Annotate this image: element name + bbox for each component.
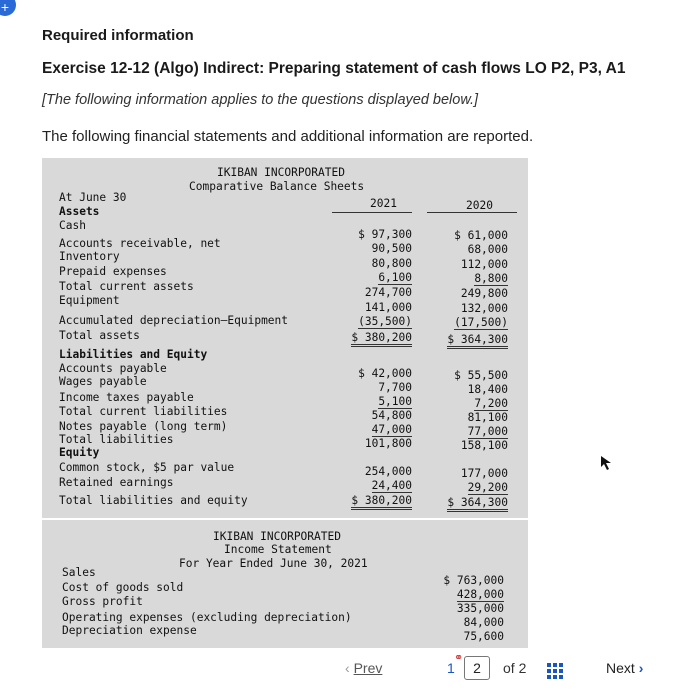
bs-value-2020: 7,200 — [474, 397, 508, 410]
bs-value-2021: 90,500 — [371, 242, 412, 255]
is-period: For Year Ended June 30, 2021 — [179, 557, 368, 570]
bs-value-2021: 254,000 — [364, 465, 412, 478]
bs-row-label: Accumulated depreciation—Equipment — [59, 314, 289, 327]
bs-value-2020: 112,000 — [460, 258, 508, 271]
bs-row-label: Total liabilities and equity — [59, 494, 248, 507]
page-1-button[interactable]: 1 — [447, 660, 455, 676]
is-value: $ 763,000 — [443, 574, 504, 587]
bs-value-2020: 81,100 — [467, 411, 508, 424]
bs-row-label: Cash — [59, 219, 86, 232]
balance-sheet-image — [42, 158, 528, 518]
bs-row-label: Total current liabilities — [59, 405, 228, 418]
bs-value-2020: 18,400 — [467, 383, 508, 396]
prev-button[interactable] — [345, 660, 382, 676]
bs-row-label: Equipment — [59, 294, 120, 307]
is-row-label: Sales — [62, 566, 96, 579]
bs-value-2020: 132,000 — [460, 302, 508, 315]
bs-row-label: Accounts payable — [59, 362, 167, 375]
bs-value-2021: 54,800 — [371, 409, 412, 422]
bs-value-2020: 158,100 — [460, 439, 508, 452]
is-row-label: Cost of goods sold — [62, 581, 184, 594]
bs-date-label: At June 30 — [59, 191, 127, 204]
bs-value-2021: 80,800 — [371, 257, 412, 270]
bs-row-label: Notes payable (long term) — [59, 420, 228, 433]
bs-value-2021: $ 97,300 — [358, 228, 412, 241]
bs-value-2021: 24,400 — [371, 479, 412, 492]
is-company: IKIBAN INCORPORATED — [213, 530, 341, 543]
bs-value-2020: $ 61,000 — [454, 229, 508, 242]
next-button[interactable] — [606, 660, 643, 676]
bs-row-label: Accounts receivable, net — [59, 237, 221, 250]
bs-col-2021: 2021 — [370, 197, 397, 210]
required-information-heading: Required information — [42, 27, 194, 44]
bs-row-label: Retained earnings — [59, 476, 174, 489]
is-row-label: Depreciation expense — [62, 624, 197, 637]
bs-value-2021: 47,000 — [371, 423, 412, 436]
bs-value-2020: (17,500) — [454, 316, 508, 329]
is-value: 84,000 — [463, 616, 504, 629]
bs-value-2020: 177,000 — [460, 467, 508, 480]
bs-assets-heading: Assets — [59, 205, 100, 218]
grid-icon[interactable] — [547, 663, 563, 679]
bs-value-2021: 6,100 — [378, 271, 412, 284]
bs-value-2020: 8,800 — [474, 272, 508, 285]
bs-value-2021: 274,700 — [364, 286, 412, 299]
bs-value-2021: 5,100 — [378, 395, 412, 408]
bs-value-2021: (35,500) — [358, 315, 412, 328]
bs-row-label: Total liabilities — [59, 433, 174, 446]
is-row-label: Operating expenses (excluding depreciation) — [62, 611, 352, 624]
chevron-right-icon: › — [638, 660, 644, 676]
bs-value-2021: $ 42,000 — [358, 367, 412, 380]
bs-row-label: Income taxes payable — [59, 391, 194, 404]
bs-row-label: Total assets — [59, 329, 140, 342]
bs-value-2021: 101,800 — [364, 437, 412, 450]
is-value: 75,600 — [463, 630, 504, 643]
is-title: Income Statement — [224, 543, 332, 556]
chevron-left-icon: ‹ — [345, 660, 350, 676]
bs-row-label: Wages payable — [59, 375, 147, 388]
income-statement-image — [42, 520, 528, 648]
bs-title: Comparative Balance Sheets — [189, 180, 365, 193]
bs-row-label: Common stock, $5 par value — [59, 461, 235, 474]
bs-row-label: Inventory — [59, 250, 120, 263]
bs-row-label: Total current assets — [59, 280, 194, 293]
bs-value-2020: 29,200 — [467, 481, 508, 494]
prev-label: Prev — [353, 660, 383, 676]
bs-value-2021: $ 380,200 — [351, 494, 412, 510]
is-value: 335,000 — [456, 602, 504, 615]
bs-value-2021: $ 380,200 — [351, 331, 412, 347]
bs-value-2020: $ 364,300 — [447, 333, 508, 349]
notification-badge: + — [0, 0, 16, 16]
bs-liabilities-heading: Liabilities and Equity — [59, 348, 208, 361]
exercise-title: Exercise 12-12 (Algo) Indirect: Preparing statement of cash flows LO P2, P3, A1 — [42, 60, 626, 77]
bs-value-2021: 141,000 — [364, 301, 412, 314]
page-2-button[interactable]: 2 — [464, 656, 490, 680]
bs-value-2020: 77,000 — [467, 425, 508, 438]
bs-value-2020: 249,800 — [460, 287, 508, 300]
bs-value-2020: 68,000 — [467, 243, 508, 256]
cursor-icon — [601, 456, 613, 470]
bs-company: IKIBAN INCORPORATED — [217, 166, 345, 179]
next-label: Next — [606, 660, 635, 676]
bs-col-2020: 2020 — [466, 199, 493, 212]
bs-value-2020: $ 55,500 — [454, 369, 508, 382]
bs-equity-heading: Equity — [59, 446, 100, 459]
page-count: of 2 — [503, 660, 527, 676]
intro-text: The following financial statements and additional information are reported. — [42, 128, 534, 145]
is-row-label: Gross profit — [62, 595, 143, 608]
is-value: 428,000 — [456, 588, 504, 601]
bs-value-2021: 7,700 — [378, 381, 412, 394]
bs-row-label: Prepaid expenses — [59, 265, 167, 278]
link-icon: ⚭ — [454, 652, 464, 664]
applies-note: [The following information applies to the questions displayed below.] — [42, 92, 479, 108]
bs-value-2020: $ 364,300 — [447, 496, 508, 512]
